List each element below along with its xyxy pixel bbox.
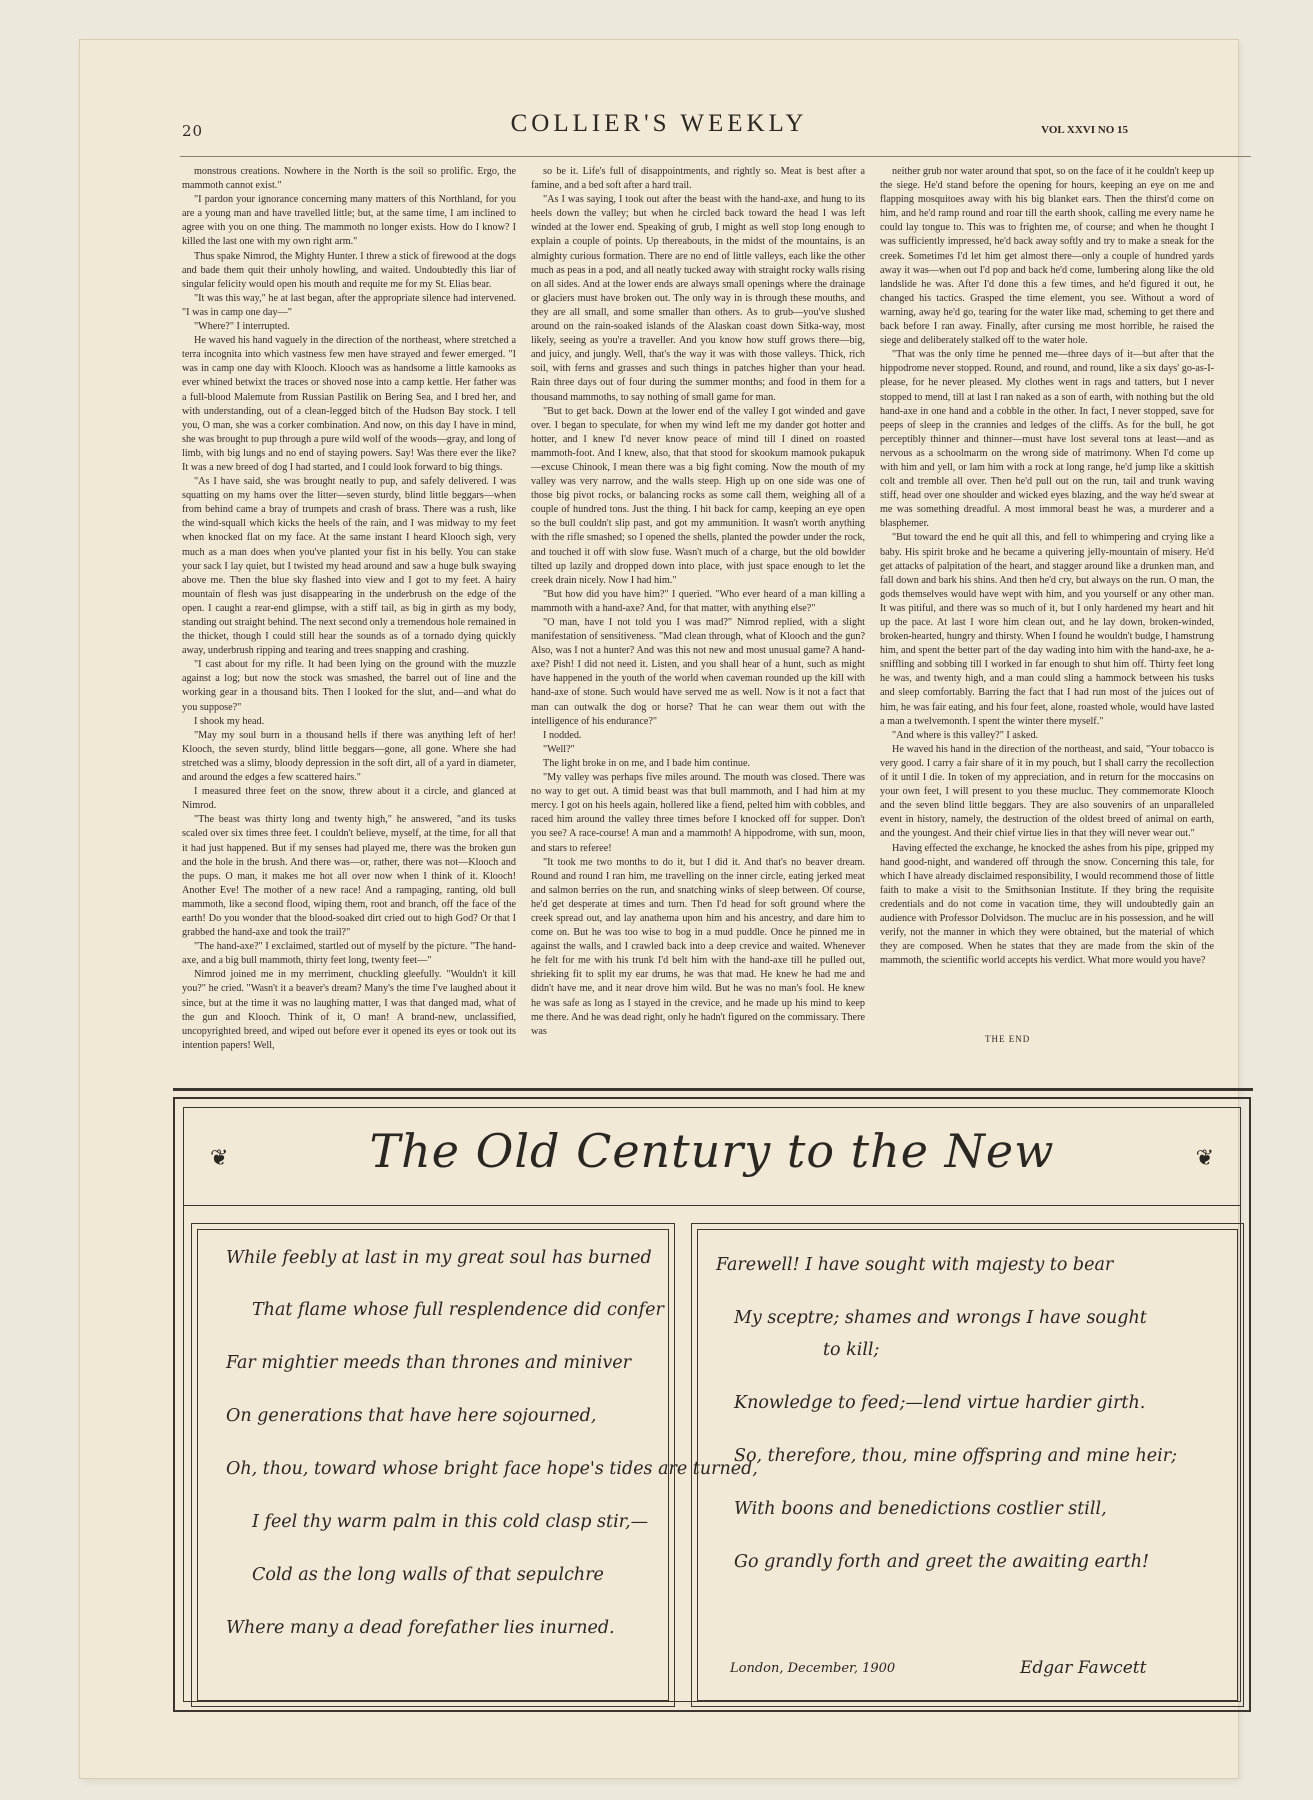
article-paragraph: "May my soul burn in a thousand hells if there was anything left of her! Klooch, the seven sturdy, blind little beggars—gone, all gone. Where she had stretched was a slimy, bloody depression in the soft dirt, all of a yard in diameter, and around the edges a few scattered hairs." [182, 729, 516, 784]
article-paragraph: The light broke in on me, and I bade him continue. [543, 757, 751, 769]
article-column-3 [880, 165, 1214, 970]
page-header [80, 110, 1238, 150]
page-number: 20 [182, 122, 204, 140]
article-paragraph: "But to get back. Down at the lower end of the valley I got winded and gave over. I began to speculate, for when my wind left me my dander got hotter and hotter, and I knew I'd never know peace of mind till I dined on roasted mammoth-foot. And I knew, also, that that stood for skookum mamook pukapuk—excuse Chinook, I mean there was a big fight coming. Now the mouth of my valley was very narrow, and the walls steep. High up on one side was one of those big pivot rocks, or balancing rocks as some call them, weighing all of a couple of hundred tons. Just the thing. I hit back for camp, keeping an eye open so the bull couldn't slip past, and got my ammunition. It wasn't worth anything with the rifle smashed; so I opened the shells, planted the powder under the rock, and touched it off with slow fuse. Wasn't much of a charge, but the old bowlder tilted up lazily and dropped down into place, with just space enough to let the creek drain nicely. Now I had him." [531, 405, 865, 586]
poem-line: While feebly at last in my great soul has burned [226, 1248, 652, 1268]
article-paragraph: "And where is this valley?" I asked. [892, 729, 1039, 741]
masthead: COLLIER'S WEEKLY [510, 110, 808, 137]
poem-line: Go grandly forth and greet the awaiting earth! [734, 1552, 1150, 1572]
article-column-2 [531, 165, 865, 1037]
poem-right-panel [691, 1223, 1244, 1707]
article-paragraph: "But toward the end he quit all this, and fell to whimpering and crying like a baby. His spirit broke and he became a quivering jelly-mountain of misery. He'd get attacks of palpitation of the heart, and stagger around like a drunken man, and fall down and bark his shins. And then he'd cry, but always on the run. O man, the gods themselves would have wept with him, and you yourself or any other man. It was pitiful, and there was so much of it, but I only hardened my heart and hit up the pace. At last I wore him clean out, and he lay down, broken-winded, broken-hearted, hungry and thirsty. When I found he wouldn't budge, I hamstrung him, and spent the better part of the day wading into him with the hand-axe, he a-sniffling and sobbing till I worked in far enough to shut him off. Thirty feet long he was, and twenty high, and a man could sling a hammock between his tusks and sleep comfortably. Barring the fact that I had run most of the juices out of him, he was fair eating, and his four feet, alone, roasted whole, would have lasted a man a twelvemonth. I spent the winter there myself." [880, 532, 1214, 727]
article-paragraph: "O man, have I not told you I was mad?" Nimrod replied, with a slight manifestation of sensitiveness. "Mad clean through, what of Klooch and the gun? Also, was I not a hunter? And was this not new and most unusual game? A hand-axe? Pish! I did not need it. Listen, and you shall hear of a hunt, such as might have happened in the youth of the world when caveman rounded up the kill with hand-axe of stone. Such would have served me as well. Now is it not a fact that man can outwalk the dog or horse? That he can wear them out with the intelligence of his endurance?" [531, 617, 865, 727]
article-paragraph: "That was the only time he penned me—three days of it—but after that the hippodrome never stopped. Round, and round, and round, like a six days' go-as-I-please, for he never pleased. My clothes went in rags and tatters, but I never stopped to mend, till at last I ran naked as a son of earth, with nothing but the old hand-axe in one hand and a cobble in the other. In fact, I never stopped, save for peeps of sleep in the crannies and ledges of the cliffs. As for the bull, he got perceptibly thinner and thinner—must have lost several tons at least—and as nervous as a schoolmarm on the wrong side of matrimony. When I'd come up with him and yell, or lam him with a rock at long range, he'd jump like a skittish colt and tremble all over. Then he'd pull out on the run, tail and trunk waving stiff, head over one shoulder and wicked eyes blazing, and the way he'd swear at me was something dreadful. A most immoral beast he was, a murderer and a blasphemer. [880, 349, 1214, 530]
poem-left-panel [191, 1223, 758, 1707]
header-rule [180, 156, 1251, 157]
poem-line: That flame whose full resplendence did confer [252, 1300, 664, 1320]
poem-line: My sceptre; shames and wrongs I have sought [734, 1308, 1147, 1328]
poem-line: Oh, thou, toward whose bright face hope's tides are turned, [226, 1459, 758, 1479]
article-paragraph: Nimrod joined me in my merriment, chuckling gleefully. "Wouldn't it kill you?" he cried. "Wasn't it a beaver's dream? Many's the time I've laughed about it since, but at the time it was no laughing matter, I was that danged mad, what of the gun and Klooch. Think of it, O man! A brand-new, unclassified, uncopyrighted breed, and wiped out before ever it opened its eyes or took out its intention papers! Well, [182, 969, 516, 1051]
article-paragraph: "My valley was perhaps five miles around. The mouth was closed. There was no way to get out. A timid beast was that bull mammoth, and I had him at my mercy. I got on his heels again, hollered like a fiend, pelted him with cobbles, and raced him around the valley three times before I knocked off for supper. Don't you see? A race-course! A man and a mammoth! A hippodrome, with sun, moon, and stars to referee! [531, 772, 865, 854]
article-paragraph: He waved his hand vaguely in the direction of the northeast, where stretched a terra incognita into which vastness few men have strayed and fewer emerged. "I was in camp one day with Klooch. Klooch was as handsome a little kamooks as ever whined betwixt the traces or shoved nose into a camp kettle. Her father was a full-blood Malemute from Russian Pastilik on Bering Sea, and I bred her, and with understanding, out of a clean-legged bitch of the Hudson Bay stock. I tell you, O man, she was a corker combination. And now, on this day I have in mind, she was brought to pup through a pure wild wolf of the woods—gray, and long of limb, with big lungs and no end of staying powers. Say! Was there ever the like? It was a new breed of dog I had started, and I could look forward to big things. [182, 335, 516, 473]
article-paragraph: I measured three feet on the snow, threw about it a circle, and glanced at Nimrod. [182, 786, 516, 812]
issue-number: VOL XXVI NO 15 [1041, 124, 1128, 136]
poem-line: With boons and benedictions costlier still, [734, 1499, 1107, 1519]
section-divider [173, 1088, 1253, 1091]
article-paragraph: "But how did you have him?" I queried. "Who ever heard of a man killing a mammoth with a hand-axe? And, for that matter, with anything else?" [531, 588, 865, 614]
article-paragraph: Having effected the exchange, he knocked the ashes from his pipe, gripped my hand good-night, and wandered off through the snow. Concerning this tale, for which I have already disclaimed responsibility, I would recommend those of little faith to make a visit to the Smithsonian Institute. If they bring the requisite credentials and do not come in vacation time, they will undoubtedly gain an audience with Professor Dolvidson. The mucluc are in his possession, and he will verify, not the manner in which they were obtained, but the material of which they are composed. When he states that they are made from the skin of the mammoth, the scientific world accepts his verdict. What more would you have? [880, 842, 1214, 967]
article-paragraph: "It was this way," he at last began, after the appropriate silence had intervened. "I was in camp one day—" [182, 292, 516, 318]
poem-author: Edgar Fawcett [1020, 1658, 1147, 1678]
poem-right-inner [697, 1229, 1238, 1701]
article-paragraph: neither grub nor water around that spot, so on the face of it he couldn't keep up the siege. He'd stand before the opening for hours, keeping an eye on me and flapping mosquitoes away with his big blanket ears. Then the thirst'd come on him, and he'd ramp round and roar till the earth shook, calling me every name he could lay tongue to. This was to frighten me, of course; and when he thought I was sufficiently impressed, he'd back away softly and try to make a sneak for the creek. Sometimes I'd let him get almost there—only a couple of hundred yards away it was—when out I'd pop and back he'd come, lumbering along like the old landslide he was. After I'd done this a few times, and he'd figured it out, he changed his tactics. Grasped the time element, you see. Without a word of warning, away he'd go, tearing for the water like mad, scheming to get there and back before I ran away. Finally, after cursing me most horrible, he raised the siege and deliberately stalked off to the water hole. [880, 166, 1214, 347]
leaf-ornament-icon: ❦ [1195, 1146, 1214, 1171]
poem-title: The Old Century to the New [369, 1124, 1055, 1178]
article-paragraph: "The beast was thirty long and twenty high," he answered, "and its tusks scaled over six times three feet. I couldn't believe, myself, at the time, for all that it had just happened. But if my senses had played me, there was the broken gun and the hole in the brush. And there was—or, rather, there was not—Klooch and the pups. O man, it makes me hot all over now when I think of it. Klooch! Another Eve! The mother of a new race! And a rampaging, ranting, old bull mammoth, like a second flood, wiping them, root and branch, off the face of the earth! Do you wonder that the blood-soaked dirt cried out to high God? Or that I grabbed the hand-axe and took the trail?" [182, 814, 516, 939]
poem-title-box [184, 1108, 1240, 1206]
newspaper-page [80, 40, 1238, 1778]
article-paragraph: Thus spake Nimrod, the Mighty Hunter. I threw a stick of firewood at the dogs and bade them quit their unholy howling, and waited. Undoubtedly this liar of singular felicity would open his mouth and requite me for my St. Elias bear. [182, 250, 516, 290]
poem-line: Farewell! I have sought with majesty to bear [716, 1255, 1114, 1275]
poem-inner-frame [183, 1107, 1241, 1702]
poem-left-inner [197, 1229, 758, 1701]
article-paragraph: "Well?" [543, 743, 575, 755]
poem-line: Cold as the long walls of that sepulchre [252, 1565, 604, 1585]
article-paragraph: "The hand-axe?" I exclaimed, startled out of myself by the picture. "The hand-axe, and a big bull mammoth, thirty feet long, twenty feet—" [182, 941, 516, 967]
poem-line: I feel thy warm palm in this cold clasp stir,— [252, 1512, 649, 1532]
poem-line: On generations that have here sojourned, [226, 1406, 597, 1426]
article-paragraph: He waved his hand in the direction of the northeast, and said, "Your tobacco is very good. I carry a fair share of it in my pouch, but I shall carry the recollection of it until I die. In token of my appreciation, and in return for the moccasins on your own feet, I will present to you these mucluc. They commemorate Klooch and the seven blind little beggars. They are also souvenirs of an unparalleled event in history, namely, the destruction of the oldest breed of animal on earth, and the youngest. And their chief virtue lies in that they will never wear out." [880, 743, 1214, 840]
article-paragraph: "Where?" I interrupted. [194, 321, 290, 333]
article-paragraph: I nodded. [543, 729, 582, 741]
article-column-1 [182, 165, 516, 1051]
poem-line: to kill; [823, 1340, 880, 1360]
poem-frame [173, 1097, 1251, 1712]
article-paragraph: "It took me two months to do it, but I did it. And that's no beaver dream. Round and round I ran him, me travelling on the inner circle, eating jerked meat and salmon berries on the run, and snatching winks of sleep between. Of course, he'd get desperate at times and turn. Then I'd head for soft ground where the creek spread out, and lay anathema upon him and his ancestry, and dare him to come on. But he was too wise to bog in a mud puddle. Once he pinned me in against the walls, and I crawled back into a deep crevice and waited. Whenever he felt for me with his trunk I'd belt him with the hand-axe till he pulled out, shrieking fit to split my ear drums, he was that mad. He knew he had me and didn't have me, and it near drove him wild. But he was no man's fool. He knew he was safe as long as I stayed in the crevice, and he made up his mind to keep me there. And he was dead right, only he hadn't figured on the commissary. There was [531, 856, 865, 1037]
article-paragraph: "I cast about for my rifle. It had been lying on the ground with the muzzle against a log; but now the stock was smashed, the barrel out of line and the working gear in a thousand bits. Then I looked for the slut, and—and what do you suppose?" [182, 659, 516, 713]
poem-dateline: London, December, 1900 [730, 1661, 896, 1676]
article-paragraph: "I pardon your ignorance concerning many matters of this Northland, for you are a young man and have travelled little; but, at the same time, I am inclined to agree with you on one thing. The mammoth no longer exists. How do I know? I killed the last one with my own right arm." [182, 194, 516, 248]
article-paragraph: I shook my head. [194, 715, 265, 727]
article-paragraph: so be it. Life's full of disappointments, and rightly so. Meat is best after a famine, and a bed soft after a hard trail. [531, 166, 865, 192]
article-paragraph: "As I was saying, I took out after the beast with the hand-axe, and hung to its heels down the valley; but when he circled back toward the head I was left winded at the lower end. Speaking of grub, I might as well stop long enough to explain a couple of points. Up thereabouts, in the midst of the mountains, is an almighty curious formation. There are no end of little valleys, each like the other much as peas in a pod, and all neatly tucked away with straight rocky walls rising on all sides. And at the lower ends are always small openings where the drainage or glaciers must have broken out. The only way in is through these mouths, and they are all small, and some smaller than others. As to grub—you've slushed around on the rain-soaked islands of the Alaskan coast down Sitka-way, most likely, seeing as you're a traveller. And you know how stuff grows there—big, and juicy, and jungly. Well, that's the way it was with those valleys. Thick, rich soil, with ferns and grasses and such things in patches higher than your head. Rain three days out of four during the summer months; and food in them for a thousand mammoths, to say nothing of small game for man. [531, 194, 865, 403]
poem-line: Where many a dead forefather lies inurned. [226, 1618, 615, 1638]
poem-line: So, therefore, thou, mine offspring and mine heir; [734, 1446, 1177, 1466]
poem-line: Far mightier meeds than thrones and miniver [226, 1353, 632, 1373]
leaf-ornament-icon: ❦ [210, 1146, 229, 1171]
article-paragraph: monstrous creations. Nowhere in the North is the soil so prolific. Ergo, the mammoth cannot exist." [182, 166, 516, 192]
end-mark: THE END [985, 1034, 1031, 1044]
poem-line: Knowledge to feed;—lend virtue hardier girth. [734, 1393, 1146, 1413]
article-paragraph: "As I have said, she was brought neatly to pup, and safely delivered. I was squatting on my hams over the litter—seven sturdy, blind little beggars—when from behind came a bray of trumpets and crash of brass. There was a rush, like the wind-squall which kicks the heels of the rain, and I was midway to my feet when knocked flat on my face. At the same instant I heard Klooch sigh, very much as a man does when you've planted your fist in his belly. You can stake your sack I lay quiet, but I twisted my head around and saw a huge bulk swaying above me. Then the blue sky flashed into view and I got to my feet. A hairy mountain of flesh was just disappearing in the underbrush on the edge of the open. I caught a rear-end glimpse, with a stiff tail, as big in girth as my body, standing out straight behind. The next second only a tremendous hole remained in the thicket, though I could still hear the sounds as of a tornado dying quickly away, underbrush ripping and tearing and trees snapping and crashing. [182, 476, 516, 657]
